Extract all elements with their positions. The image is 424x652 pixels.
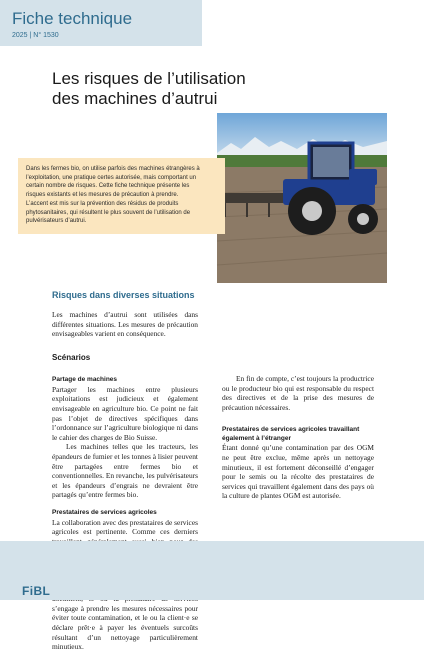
prestataires-heading: Prestataires de services agricoles <box>52 509 157 516</box>
prestataires-paragraph-1: La collaboration avec des prestataires de services agricoles est pertinente. Comme ces derniers s’engage à prendre les mesures nécessaires pour éviter toute contamination, et le ou la client·e se déclare prêt·e à payer les éventuels surcoûts résultant d’un nettoyage particulièrement minutieux. <box>52 517 198 652</box>
etranger-paragraph: Étant donné qu’une contamination par des OGM ne peut être exclue, même après un nettoyage minutieux, il est fortement déconseillé d’engager pour le semis ou la récolte des prestataires de services qui travaillent également dans des pays où la culture de plantes OGM est autorisée. <box>222 443 374 501</box>
fiche-title: Fiche technique <box>12 9 133 28</box>
section-heading: Risques dans diverses situations <box>52 290 195 300</box>
partage-paragraph-1: Partager les machines entre plusieurs exploitations est judicieux et également envisageable en agriculture bio. Ce point ne fait pas l’objet de directives spécifiques dans l’ordonnance sur l’agriculture biologique ni dans le cahier des charges de Bio Suisse. <box>52 384 198 442</box>
scenarios-heading: Scénarios <box>52 352 91 362</box>
tractor-photo <box>217 113 387 283</box>
prestataires-paragraph-2: En fin de compte, c’est toujours la productrice ou le producteur bio qui est responsable du respect des directives et de la prise des mesures de précaution nécessaires. <box>222 374 374 412</box>
page-title-line-2: des machines d’autrui <box>52 89 218 108</box>
intro-box: Dans les fermes bio, on utilise parfois des machines étrangères à l’exploitation, une pratique certes autorisée, mais comportant un certain nombre de risques. Cette fiche technique présente les risques existants et les mesures de précaution à prendre. L’accent est mis sur la prévention des résidus de produits phytosanitaires, qui résultent le plus souvent de l’utilisation de pulvérisateurs d’autrui. <box>18 158 225 234</box>
partage-paragraph-2: Les machines telles que les tracteurs, les épandeurs de fumier et les tonnes à lisier peuvent être partagées entre fermes bio et conventionnelles. En revanche, les pulvérisateurs et les épandeurs d’engrais ne devraient être partagés qu’entre fermes bio. <box>52 442 198 500</box>
etranger-heading: Prestataires de services agricoles travaillant également à l’étranger <box>222 426 360 442</box>
fiche-number: 2025 | N° 1530 <box>12 32 59 39</box>
footer-band <box>0 541 424 600</box>
left-column <box>52 310 198 652</box>
page-title-line-1: Les risques de l’utilisation <box>52 69 246 88</box>
partage-heading: Partage de machines <box>52 376 118 384</box>
page-title <box>52 69 282 109</box>
right-column <box>222 300 374 501</box>
fibl-logo: FiBL <box>22 584 51 598</box>
section-lead: Les machines d’autrui sont utilisées dans différentes situations. Les mesures de précaution envisageables varient en conséquence. <box>52 310 198 339</box>
